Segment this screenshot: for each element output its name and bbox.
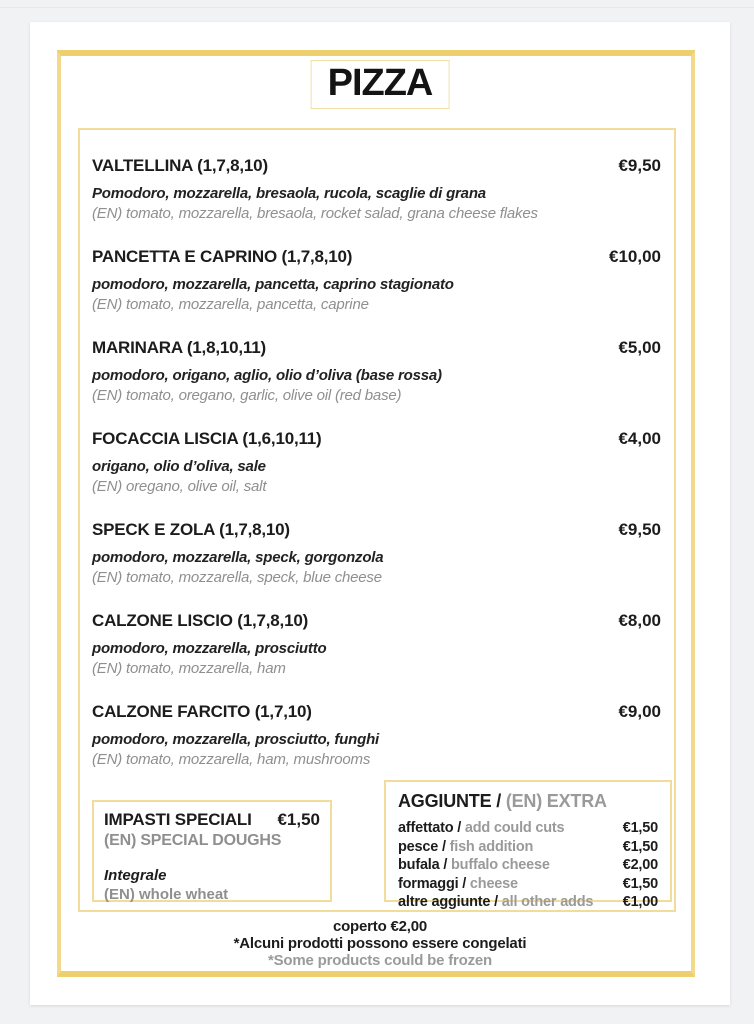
item-price: €10,00 (609, 247, 661, 266)
page-title-box (311, 60, 450, 109)
extra-name-it: altre aggiunte / (398, 894, 502, 910)
extra-name-it: affettato / (398, 820, 465, 836)
extra-row (398, 819, 658, 838)
item-title: PANCETTA E CAPRINO (1,7,8,10) (92, 247, 353, 266)
item-price: €4,00 (618, 429, 661, 448)
extras-title-it: AGGIUNTE / (398, 791, 506, 811)
item-price: €5,00 (618, 338, 661, 357)
item-ingredients-it: pomodoro, mozzarella, prosciutto (92, 640, 327, 657)
menu-item (92, 702, 661, 768)
item-ingredients-it: pomodoro, mozzarella, prosciutto, funghi (92, 731, 379, 748)
item-title: MARINARA (1,8,10,11) (92, 338, 266, 357)
extra-price: €2,00 (622, 857, 658, 873)
item-ingredients-it: origano, olio d’oliva, sale (92, 458, 266, 475)
special-doughs-box (92, 800, 332, 902)
item-price: €9,50 (618, 520, 661, 539)
item-ingredients-en: (EN) tomato, mozzarella, speck, blue cheese (92, 569, 382, 586)
extras-title-en: (EN) EXTRA (505, 791, 607, 811)
item-ingredients-it: pomodoro, mozzarella, pancetta, caprino stagionato (92, 276, 454, 293)
item-price: €8,00 (618, 611, 661, 630)
extra-name-en: cheese (469, 875, 518, 892)
item-price: €9,50 (618, 156, 661, 175)
menu-item (92, 156, 661, 222)
menu-page (30, 22, 730, 1005)
item-ingredients-en: (EN) tomato, mozzarella, bresaola, rocket salad, grana cheese flakes (92, 205, 538, 222)
extras-title (398, 791, 658, 812)
extra-price: €1,50 (622, 875, 658, 892)
item-title: SPECK E ZOLA (1,7,8,10) (92, 520, 290, 539)
item-ingredients-it: pomodoro, origano, aglio, olio d’oliva (base rossa) (92, 367, 442, 384)
item-ingredients-en: (EN) oregano, olive oil, salt (92, 478, 267, 495)
page-title: PIZZA (327, 62, 433, 104)
item-title: CALZONE FARCITO (1,7,10) (92, 702, 312, 721)
menu-item (92, 429, 661, 495)
extra-row (398, 875, 658, 894)
menu-item (92, 611, 661, 677)
item-ingredients-it: Pomodoro, mozzarella, bresaola, rucola, scaglie di grana (92, 185, 486, 202)
extra-price: €1,50 (622, 838, 658, 855)
extra-price: €1,00 (622, 894, 658, 910)
footer-notes (30, 918, 730, 969)
special-doughs-subtitle: (EN) SPECIAL DOUGHS (104, 832, 282, 849)
extra-name-it: formaggi / (398, 875, 470, 892)
dough-option-it: Integrale (104, 867, 167, 884)
pizza-list-box (78, 128, 676, 912)
item-ingredients-en: (EN) tomato, mozzarella, ham (92, 660, 286, 677)
extra-name-it: bufala / (398, 857, 451, 873)
extra-name-en: add could cuts (464, 820, 565, 836)
item-ingredients-en: (EN) tomato, mozzarella, pancetta, caprine (92, 296, 369, 313)
extra-price: €1,50 (622, 820, 658, 836)
frozen-note-it: *Alcuni prodotti possono essere congelati (233, 935, 527, 952)
item-title: VALTELLINA (1,7,8,10) (92, 156, 268, 175)
extras-box (384, 780, 672, 910)
menu-item (92, 338, 661, 404)
item-ingredients-it: pomodoro, mozzarella, speck, gorgonzola (92, 549, 384, 566)
item-price: €9,00 (618, 702, 661, 721)
extra-name-en: fish addition (449, 838, 534, 855)
frozen-note-en: *Some products could be frozen (267, 952, 493, 969)
item-title: FOCACCIA LISCIA (1,6,10,11) (92, 429, 322, 448)
extra-name-en: all other adds (501, 894, 594, 910)
item-title: CALZONE LISCIO (1,7,8,10) (92, 611, 309, 630)
cover-charge: coperto €2,00 (332, 918, 428, 935)
special-doughs-title: IMPASTI SPECIALI (104, 810, 252, 829)
dough-option-en: (EN) whole wheat (104, 886, 229, 903)
menu-item (92, 520, 661, 586)
top-divider-line (0, 7, 754, 8)
extra-row (398, 838, 658, 857)
special-doughs-price: €1,50 (277, 810, 320, 829)
extra-row (398, 856, 658, 875)
extra-row (398, 893, 658, 912)
item-ingredients-en: (EN) tomato, oregano, garlic, olive oil (red base) (92, 387, 402, 404)
item-ingredients-en: (EN) tomato, mozzarella, ham, mushrooms (92, 751, 371, 768)
extra-name-it: pesce / (398, 838, 450, 855)
extra-name-en: buffalo cheese (451, 857, 550, 873)
menu-item (92, 247, 661, 313)
